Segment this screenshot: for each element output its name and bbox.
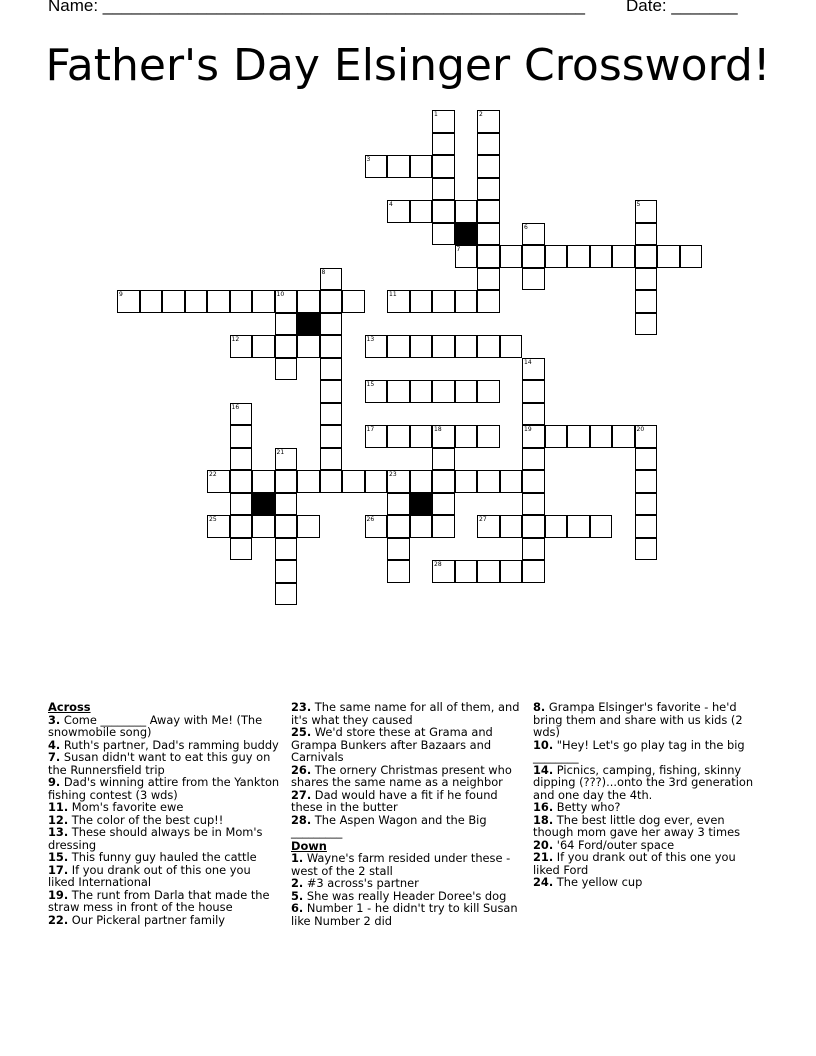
grid-cell[interactable] [387, 380, 410, 403]
clue-item [291, 701, 523, 726]
grid-cell[interactable] [365, 380, 388, 403]
grid-cell[interactable] [140, 290, 163, 313]
grid-cell[interactable] [320, 403, 343, 426]
across-clue-list-continued [291, 701, 523, 839]
grid-cell[interactable] [275, 313, 298, 336]
clue-number: 5. [291, 888, 304, 903]
cell-number: 26 [366, 516, 375, 523]
clue-item [48, 776, 280, 801]
grid-cell[interactable] [230, 538, 253, 561]
grid-cell[interactable] [477, 515, 500, 538]
grid-cell[interactable] [275, 448, 298, 471]
grid-cell[interactable] [432, 380, 455, 403]
clue-item [533, 764, 765, 802]
clue-text: The yellow cup [553, 875, 643, 889]
clue-item [48, 826, 280, 851]
clue-text: Betty who? [553, 800, 621, 814]
grid-cell[interactable] [500, 560, 523, 583]
clue-text: We'd store these at Grama and Grampa Bunkers after Bazaars and Carnivals [291, 725, 493, 764]
grid-cell[interactable] [477, 560, 500, 583]
clue-number: 6. [291, 901, 304, 915]
grid-cell[interactable] [230, 448, 253, 471]
clue-text: Come ________ Away with Me! (The snowmobile song) [48, 712, 263, 739]
cell-number: 8 [321, 268, 326, 276]
cell-number: 11 [389, 291, 397, 298]
cell-number: 3 [366, 156, 371, 163]
grid-cell[interactable] [567, 245, 590, 268]
grid-cell[interactable] [387, 560, 410, 583]
grid-cell[interactable] [635, 448, 658, 471]
grid-cell[interactable] [455, 200, 478, 223]
clue-text: '64 Ford/outer space [553, 837, 675, 852]
grid-cell[interactable] [680, 245, 703, 268]
clue-text: If you drank out of this one you liked Ford [533, 850, 736, 877]
grid-cell[interactable] [522, 380, 545, 403]
clue-item [48, 864, 280, 889]
down-clue-list-continued [533, 701, 765, 889]
grid-cell[interactable] [477, 425, 500, 448]
clue-number: 25. [291, 725, 312, 739]
clue-text: The color of the best cup!! [68, 812, 224, 827]
grid-cell[interactable] [522, 470, 545, 493]
grid-cell[interactable] [230, 470, 253, 493]
grid-cell[interactable] [522, 223, 545, 246]
grid-cell[interactable] [500, 515, 523, 538]
grid-cell[interactable] [477, 335, 500, 358]
grid-cell[interactable] [522, 493, 545, 516]
grid-cell[interactable] [522, 538, 545, 561]
grid-cell[interactable] [275, 470, 298, 493]
clue-text: The runt from Darla that made the straw mess in front of the house [48, 887, 270, 914]
clue-number: 9. [48, 775, 61, 789]
grid-cell[interactable] [545, 515, 568, 538]
grid-cell[interactable] [342, 290, 365, 313]
grid-cell[interactable] [432, 200, 455, 223]
grid-cell[interactable] [432, 515, 455, 538]
cell-number: 23 [389, 471, 397, 478]
cell-number: 10 [276, 291, 285, 298]
clue-item [291, 852, 523, 877]
grid-cell[interactable] [275, 493, 298, 516]
grid-cell[interactable] [432, 290, 455, 313]
cell-number: 15 [366, 381, 375, 388]
clue-number: 20. [533, 837, 554, 852]
clue-number: 3. [48, 712, 61, 727]
grid-cell[interactable] [590, 245, 613, 268]
grid-cell[interactable] [365, 425, 388, 448]
grid-cell[interactable] [320, 448, 343, 471]
grid-cell[interactable] [275, 358, 298, 381]
clue-number: 17. [48, 862, 69, 877]
grid-cell[interactable] [297, 290, 320, 313]
grid-cell[interactable] [590, 425, 613, 448]
grid-cell[interactable] [567, 515, 590, 538]
black-cell [297, 313, 320, 336]
black-cell [410, 493, 433, 516]
grid-cell[interactable] [477, 268, 500, 291]
grid-cell[interactable] [410, 425, 433, 448]
grid-cell[interactable] [477, 155, 500, 178]
grid-cell[interactable] [207, 515, 230, 538]
grid-cell[interactable] [410, 470, 433, 493]
grid-cell[interactable] [320, 358, 343, 381]
grid-cell[interactable] [522, 560, 545, 583]
clue-item [533, 739, 765, 764]
grid-cell[interactable] [320, 425, 343, 448]
clue-text: The best little dog ever, even though mom gave her away 3 times [533, 812, 741, 839]
grid-cell[interactable] [410, 515, 433, 538]
grid-cell[interactable] [387, 200, 410, 223]
across-heading: Across [48, 700, 91, 714]
grid-cell[interactable] [635, 223, 658, 246]
grid-cell[interactable] [522, 448, 545, 471]
clue-text: The ornery Christmas present who shares the same name as a neighbor [291, 762, 512, 789]
grid-cell[interactable] [432, 133, 455, 156]
grid-cell[interactable] [387, 425, 410, 448]
grid-cell[interactable] [252, 515, 275, 538]
grid-cell[interactable] [252, 470, 275, 493]
cell-number: 7 [456, 246, 461, 253]
down-clue-list [291, 852, 523, 927]
grid-cell[interactable] [387, 493, 410, 516]
across-clue-list [48, 714, 280, 927]
clue-text: These should always be in Mom's dressing [48, 825, 263, 852]
grid-cell[interactable] [432, 155, 455, 178]
clue-number: 15. [48, 850, 69, 864]
grid-cell[interactable] [477, 223, 500, 246]
grid-cell[interactable] [432, 493, 455, 516]
grid-cell[interactable] [432, 110, 455, 133]
grid-cell[interactable] [230, 335, 253, 358]
grid-cell[interactable] [275, 583, 298, 606]
clue-text: #3 across's partner [303, 876, 419, 890]
grid-cell[interactable] [185, 290, 208, 313]
cell-number: 1 [434, 111, 438, 118]
grid-cell[interactable] [477, 245, 500, 268]
clue-number: 19. [48, 887, 69, 902]
grid-cell[interactable] [207, 290, 230, 313]
grid-cell[interactable] [320, 290, 343, 313]
grid-cell[interactable] [500, 245, 523, 268]
clue-text: This funny guy hauled the cattle [68, 850, 257, 864]
grid-cell[interactable] [342, 470, 365, 493]
clue-text: Susan didn't want to eat this guy on the Runnersfield trip [48, 750, 271, 777]
grid-cell[interactable] [590, 515, 613, 538]
grid-cell[interactable] [365, 515, 388, 538]
grid-cell[interactable] [635, 268, 658, 291]
grid-cell[interactable] [275, 560, 298, 583]
grid-cell[interactable] [455, 425, 478, 448]
grid-cell[interactable] [410, 200, 433, 223]
grid-cell[interactable] [545, 425, 568, 448]
grid-cell[interactable] [477, 178, 500, 201]
clue-text: Our Pickeral partner family [68, 912, 226, 927]
clue-item [533, 701, 765, 739]
grid-cell[interactable] [477, 133, 500, 156]
grid-cell[interactable] [207, 470, 230, 493]
clue-number: 26. [291, 762, 312, 777]
grid-cell[interactable] [522, 515, 545, 538]
grid-cell[interactable] [477, 380, 500, 403]
grid-cell[interactable] [365, 155, 388, 178]
clue-item [48, 714, 280, 739]
clue-number: 11. [48, 800, 69, 814]
grid-cell[interactable] [320, 268, 343, 291]
grid-cell[interactable] [387, 515, 410, 538]
grid-cell[interactable] [162, 290, 185, 313]
grid-cell[interactable] [320, 380, 343, 403]
grid-cell[interactable] [612, 425, 635, 448]
grid-cell[interactable] [477, 110, 500, 133]
grid-cell[interactable] [477, 200, 500, 223]
grid-cell[interactable] [635, 313, 658, 336]
clue-item [533, 814, 765, 839]
clue-number: 14. [533, 762, 554, 777]
grid-cell[interactable] [252, 290, 275, 313]
grid-cell[interactable] [432, 560, 455, 583]
clue-number: 18. [533, 812, 554, 827]
clues-column-1 [48, 701, 280, 926]
grid-cell[interactable] [500, 470, 523, 493]
grid-cell[interactable] [522, 358, 545, 381]
grid-cell[interactable] [230, 515, 253, 538]
clue-number: 8. [533, 700, 546, 714]
grid-cell[interactable] [410, 335, 433, 358]
clues-column-2 [291, 701, 523, 927]
grid-cell[interactable] [455, 470, 478, 493]
cell-number: 25 [209, 516, 217, 523]
grid-cell[interactable] [297, 335, 320, 358]
clue-number: 10. [533, 737, 554, 752]
cell-number: 13 [366, 336, 375, 343]
grid-cell[interactable] [477, 470, 500, 493]
grid-cell[interactable] [365, 335, 388, 358]
clue-number: 2. [291, 876, 304, 890]
grid-cell[interactable] [230, 493, 253, 516]
grid-cell[interactable] [635, 538, 658, 561]
grid-cell[interactable] [117, 290, 140, 313]
cell-number: 17 [366, 426, 375, 433]
cell-number: 28 [434, 561, 442, 568]
black-cell [252, 493, 275, 516]
grid-cell[interactable] [567, 425, 590, 448]
cell-number: 22 [209, 471, 217, 478]
page-title: Father's Day Elsinger Crossword! [45, 40, 771, 91]
grid-cell[interactable] [635, 200, 658, 223]
grid-cell[interactable] [275, 515, 298, 538]
grid-cell[interactable] [635, 515, 658, 538]
clue-number: 12. [48, 812, 69, 827]
clue-text: Mom's favorite ewe [68, 800, 184, 814]
cell-number: 27 [479, 516, 487, 523]
cell-number: 2 [479, 111, 483, 118]
clue-item [48, 889, 280, 914]
grid-cell[interactable] [612, 245, 635, 268]
grid-cell[interactable] [635, 245, 658, 268]
grid-cell[interactable] [635, 425, 658, 448]
grid-cell[interactable] [455, 335, 478, 358]
grid-cell[interactable] [455, 560, 478, 583]
cell-number: 5 [636, 201, 641, 208]
cell-number: 19 [524, 426, 532, 433]
grid-cell[interactable] [500, 335, 523, 358]
grid-cell[interactable] [432, 335, 455, 358]
name-line: Name: ___________________________________________________ [48, 0, 585, 15]
clue-number: 28. [291, 812, 312, 827]
grid-cell[interactable] [455, 290, 478, 313]
grid-cell[interactable] [455, 380, 478, 403]
grid-cell[interactable] [522, 403, 545, 426]
grid-cell[interactable] [635, 493, 658, 516]
clue-number: 13. [48, 825, 69, 839]
cell-number: 4 [389, 201, 393, 208]
grid-cell[interactable] [252, 335, 275, 358]
grid-cell[interactable] [410, 290, 433, 313]
clue-number: 7. [48, 750, 61, 764]
cell-number: 18 [434, 426, 442, 433]
clue-number: 4. [48, 737, 61, 752]
grid-cell[interactable] [230, 290, 253, 313]
clue-text: "Hey! Let's go play tag in the big ________ [533, 737, 745, 764]
grid-cell[interactable] [387, 538, 410, 561]
clue-number: 21. [533, 850, 554, 864]
grid-cell[interactable] [522, 245, 545, 268]
grid-cell[interactable] [365, 470, 388, 493]
grid-cell[interactable] [657, 245, 680, 268]
grid-cell[interactable] [455, 245, 478, 268]
clue-number: 23. [291, 700, 312, 714]
grid-cell[interactable] [387, 155, 410, 178]
cell-number: 14 [524, 358, 532, 366]
grid-cell[interactable] [275, 290, 298, 313]
grid-cell[interactable] [545, 245, 568, 268]
clue-text: Grampa Elsinger's favorite - he'd bring them and share with us kids (2 wds) [533, 700, 743, 739]
grid-cell[interactable] [387, 335, 410, 358]
clue-text: Number 1 - he didn't try to kill Susan like Number 2 did [291, 901, 518, 928]
clues-column-3 [533, 701, 765, 889]
black-cell [455, 223, 478, 246]
cell-number: 6 [524, 223, 528, 231]
grid-cell[interactable] [410, 155, 433, 178]
down-heading: Down [291, 838, 327, 853]
clue-item [291, 814, 523, 839]
clue-number: 27. [291, 787, 312, 802]
grid-cell[interactable] [230, 403, 253, 426]
grid-cell[interactable] [432, 470, 455, 493]
cell-number: 21 [276, 448, 285, 456]
grid-cell[interactable] [432, 425, 455, 448]
clue-text: The Aspen Wagon and the Big _________ [291, 812, 487, 839]
clue-item [533, 851, 765, 876]
grid-cell[interactable] [410, 380, 433, 403]
grid-cell[interactable] [635, 470, 658, 493]
grid-cell[interactable] [297, 470, 320, 493]
clue-text: If you drank out of this one you liked International [48, 862, 251, 889]
cell-number: 12 [231, 336, 240, 343]
clue-number: 24. [533, 875, 554, 889]
cell-number: 20 [636, 426, 645, 433]
grid-cell[interactable] [635, 290, 658, 313]
grid-cell[interactable] [387, 470, 410, 493]
clue-text: Dad's winning attire from the Yankton fishing contest (3 wds) [48, 775, 280, 802]
grid-cell[interactable] [320, 313, 343, 336]
clue-text: The same name for all of them, and it's what they caused [291, 700, 520, 727]
clue-item [48, 914, 280, 927]
clue-number: 16. [533, 800, 554, 814]
grid-cell[interactable] [432, 223, 455, 246]
grid-cell[interactable] [432, 448, 455, 471]
clue-text: Dad would have a fit if he found these in the butter [291, 787, 498, 814]
grid-cell[interactable] [387, 290, 410, 313]
grid-cell[interactable] [230, 425, 253, 448]
grid-cell[interactable] [320, 470, 343, 493]
clue-number: 22. [48, 912, 69, 927]
grid-cell[interactable] [522, 425, 545, 448]
clue-item [291, 764, 523, 789]
clue-text: Ruth's partner, Dad's ramming buddy [60, 737, 279, 752]
grid-cell[interactable] [320, 335, 343, 358]
cell-number: 16 [231, 403, 240, 411]
clue-item [533, 876, 765, 889]
clue-item [291, 789, 523, 814]
grid-cell[interactable] [432, 178, 455, 201]
grid-cell[interactable] [275, 335, 298, 358]
grid-cell[interactable] [275, 538, 298, 561]
grid-cell[interactable] [522, 268, 545, 291]
grid-cell[interactable] [477, 290, 500, 313]
clue-text: She was really Header Doree's dog [303, 888, 507, 903]
grid-cell[interactable] [297, 515, 320, 538]
clue-item [48, 751, 280, 776]
clue-text: Wayne's farm resided under these - west of the 2 stall [291, 851, 511, 878]
clue-item [291, 902, 523, 927]
date-line: Date: _______ [626, 0, 738, 15]
clue-text: Picnics, camping, fishing, skinny dipping (???)...onto the 3rd generation and one day the 4th. [533, 762, 754, 802]
cell-number: 9 [119, 291, 123, 298]
clue-number: 1. [291, 851, 304, 865]
clue-item [291, 726, 523, 764]
